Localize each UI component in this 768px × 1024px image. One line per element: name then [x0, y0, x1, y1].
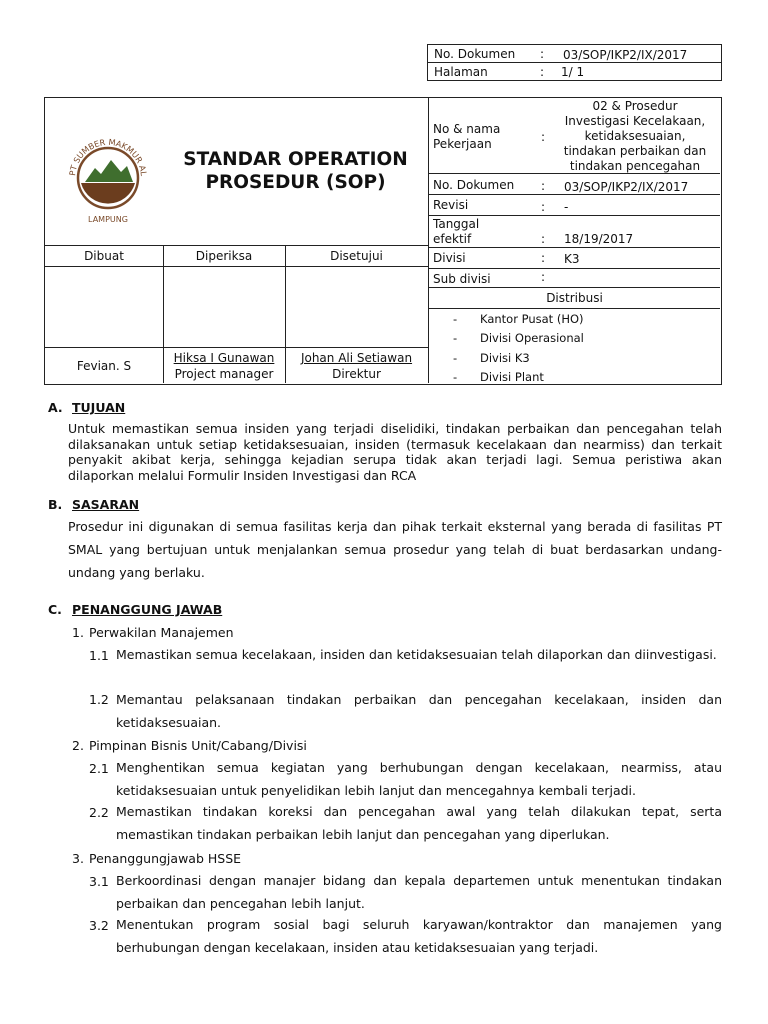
- distribusi-item-text: Divisi Operasional: [480, 331, 584, 346]
- distribusi-item: [453, 368, 713, 387]
- diperiksa-name: Hiksa I Gunawan: [173, 351, 275, 365]
- group-number: 3.: [72, 851, 84, 866]
- item-text: Memantau pelaksanaan tindakan perbaikan dan pencegahan kecelakaan, insiden dan ketidaksesuaian.: [116, 692, 722, 730]
- bullet: -: [453, 350, 458, 365]
- group-1-title: [72, 625, 234, 641]
- group-number: 2.: [72, 738, 84, 753]
- diperiksa-role: Project manager: [174, 367, 274, 381]
- distribusi-item-text: Divisi K3: [480, 350, 530, 365]
- distribusi-item: [453, 349, 713, 368]
- disetujui-block: [285, 350, 428, 382]
- item-text: Memastikan tindakan koreksi dan pencegahan awal yang telah dilakukan tepat, serta memastikan tindakan perbaikan lebih lanjut dan pencegahan yang diperlukan.: [116, 804, 722, 842]
- colon: :: [540, 47, 545, 61]
- no-nama-value: [550, 99, 720, 174]
- section-title: PENANGGUNG JAWAB: [72, 602, 223, 617]
- no-dokumen-value: 03/SOP/IKP2/IX/2017: [563, 48, 688, 62]
- colon: :: [541, 200, 546, 214]
- no-dokumen-label: No. Dokumen: [434, 47, 516, 61]
- no-nama-label-line2: Pekerjaan: [433, 137, 492, 151]
- item-number: 1.1: [89, 648, 109, 663]
- no-nama-value-line: tindakan pencegahan: [569, 159, 701, 173]
- tanggal-value: 18/19/2017: [564, 232, 634, 246]
- bullet: -: [453, 312, 458, 326]
- distribusi-list: [453, 310, 713, 387]
- bullet: -: [453, 369, 458, 384]
- section-letter: C.: [48, 602, 62, 617]
- group-title: Pimpinan Bisnis Unit/Cabang/Divisi: [89, 738, 307, 753]
- group-number: 1.: [72, 625, 84, 640]
- no-dokumen-label: No. Dokumen: [433, 178, 515, 192]
- diperiksa-label: Diperiksa: [195, 249, 253, 263]
- group-title: Perwakilan Manajemen: [89, 625, 234, 640]
- divisi-label: Divisi: [433, 251, 466, 265]
- dibuat-label: Dibuat: [84, 249, 124, 263]
- section-title: SASARAN: [72, 497, 140, 512]
- colon: :: [541, 251, 546, 265]
- colon: :: [541, 270, 546, 284]
- halaman-label: Halaman: [434, 65, 488, 79]
- colon: :: [541, 179, 546, 193]
- group-2-title: [72, 738, 307, 754]
- colon: :: [540, 65, 545, 79]
- company-logo: [63, 120, 153, 230]
- group-3-title: [72, 851, 241, 867]
- item-text: Menghentikan semua kegiatan yang berhubungan dengan kecelakaan, nearmiss, atau ketidaksesuaian untuk penyelidikan lebih lanjut dan mencegahnya kembali terjadi.: [116, 760, 722, 798]
- document-title: [163, 148, 428, 194]
- no-nama-label: [433, 122, 500, 152]
- disetujui-name: Johan Ali Setiawan: [300, 351, 413, 365]
- doc-info-box: [427, 44, 722, 81]
- item-number: 3.2: [89, 918, 109, 933]
- distribusi-item-text: Kantor Pusat (HO): [480, 312, 584, 326]
- item-text: Menentukan program sosial bagi seluruh karyawan/kontraktor dan manajemen yang berhubungan dengan kecelakaan, insiden atau ketidaksesuaian yang terjadi.: [116, 917, 722, 955]
- distribusi-item: [453, 329, 713, 348]
- title-line-2: PROSEDUR (SOP): [205, 172, 386, 193]
- logo-bottom-text: LAMPUNG: [88, 215, 128, 224]
- item-number: 2.2: [89, 805, 109, 820]
- bullet: -: [453, 331, 458, 346]
- colon: :: [541, 130, 546, 144]
- section-letter: A.: [48, 400, 63, 415]
- item-number: 3.1: [89, 874, 109, 889]
- section-a-text: Untuk memastikan semua insiden yang terjadi diselidiki, tindakan perbaikan dan pencegahan telah dilaksanakan untuk setiap ketidaksesuaian, insiden (termasuk kecelakaan dan nearmiss) dan terkait penyakit akibat kerja, sehingga kejadian serupa tidak akan terjadi lagi. Semua peristiwa akan dilaporkan melalui Formulir Insiden Investigasi dan RCA: [68, 421, 722, 483]
- colon: :: [541, 232, 546, 246]
- halaman-value: 1/ 1: [561, 65, 585, 79]
- item-text: Berkoordinasi dengan manajer bidang dan kepala departemen untuk menentukan tindakan perbaikan dan pencegahan lebih lanjut.: [116, 873, 722, 911]
- disetujui-role: Direktur: [332, 367, 381, 381]
- tanggal-label-line2: efektif: [433, 232, 472, 246]
- distribusi-item-text: Divisi Plant: [480, 369, 544, 384]
- no-nama-value-line: tindakan perbaikan dan: [563, 144, 707, 158]
- diperiksa-block: [163, 350, 285, 382]
- tanggal-label: [433, 217, 479, 247]
- title-line-1: STANDAR OPERATION: [183, 149, 408, 170]
- revisi-value: -: [564, 200, 569, 214]
- group-title: Penanggungjawab HSSE: [89, 851, 242, 866]
- disetujui-label: Disetujui: [330, 249, 383, 263]
- section-b-text: Prosedur ini digunakan di semua fasilitas kerja dan pihak terkait eksternal yang berada di fasilitas PT SMAL yang bertujuan untuk menjalankan semua prosedur yang telah di buat berdasarkan undang-undang yang berlaku.: [68, 519, 722, 580]
- logo-arc-text: PT SUMBER MAKMUR AL: [67, 136, 149, 177]
- distribusi-label: Distribusi: [546, 291, 603, 305]
- no-nama-label-line1: No & nama: [433, 122, 501, 136]
- section-b-heading: [48, 497, 139, 512]
- section-letter: B.: [48, 497, 63, 512]
- item-number: 2.1: [89, 761, 109, 776]
- dibuat-name: Fevian. S: [76, 359, 132, 373]
- no-dokumen-value: 03/SOP/IKP2/IX/2017: [564, 180, 689, 194]
- item-number: 1.2: [89, 692, 109, 707]
- distribusi-item: [453, 310, 713, 329]
- revisi-label: Revisi: [433, 198, 469, 212]
- no-nama-value-line: 02 & Prosedur: [592, 99, 678, 113]
- header-table: [44, 97, 722, 385]
- section-title: TUJUAN: [72, 400, 126, 415]
- tanggal-label-line1: Tanggal: [433, 217, 480, 231]
- no-nama-value-line: Investigasi Kecelakaan,: [564, 114, 706, 128]
- subdivisi-label: Sub divisi: [433, 272, 491, 286]
- divisi-value: K3: [564, 252, 580, 266]
- section-a-heading: [48, 400, 125, 415]
- section-c-heading: [48, 602, 222, 617]
- no-nama-value-line: ketidaksesuaian,: [584, 129, 686, 143]
- item-text: Memastikan semua kecelakaan, insiden dan ketidaksesuaian telah dilaporkan dan diinvestigasi.: [116, 647, 717, 662]
